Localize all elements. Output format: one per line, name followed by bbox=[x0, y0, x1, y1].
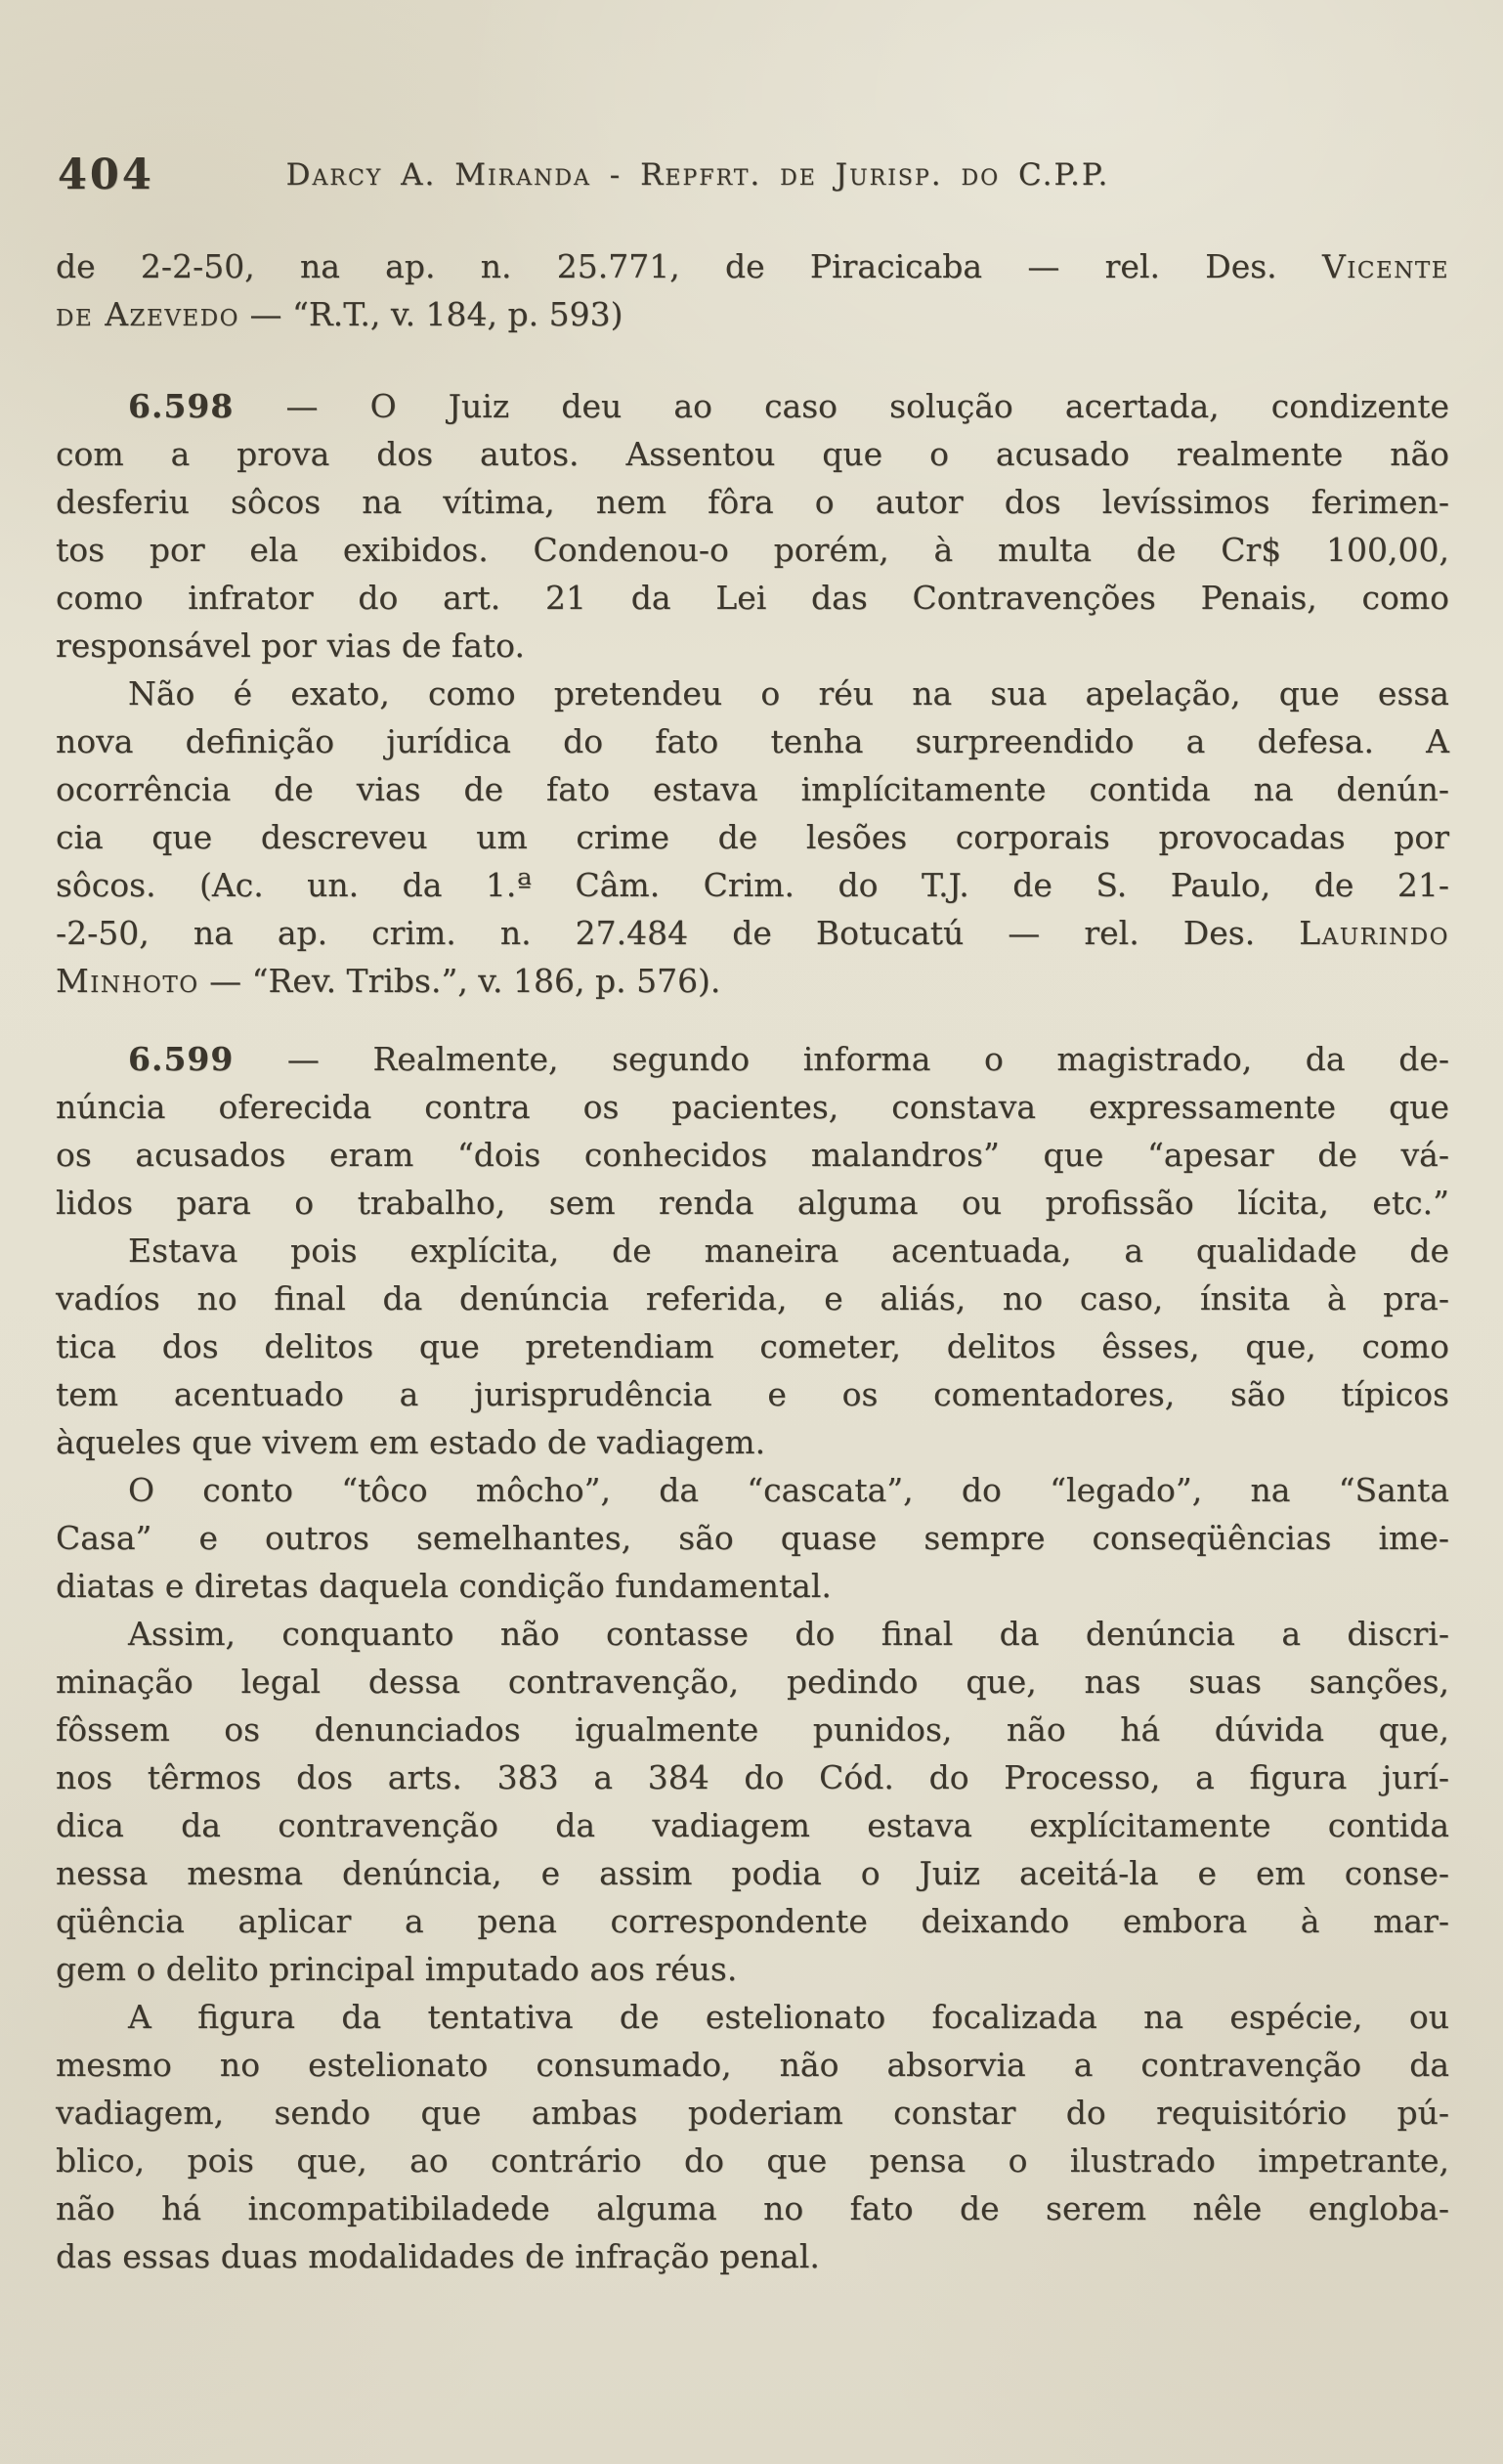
text-line: fôssem os denunciados igualmente punidos, não há dúvida que, bbox=[56, 1710, 1449, 1749]
text-line: diatas e diretas daquela condição fundamental. bbox=[56, 1567, 832, 1605]
text-segment: — O Juiz deu ao caso solução acertada, condizente bbox=[234, 387, 1449, 425]
text-line bbox=[56, 909, 1449, 957]
text-line: sôcos. (Ac. un. da 1.ª Câm. Crim. do T.J. de S. Paulo, de 21- bbox=[56, 866, 1449, 904]
text-line: responsável por vias de fato. bbox=[56, 627, 525, 665]
text-line: vadiagem, sendo que ambas poderiam constar do requisitório pú- bbox=[56, 2094, 1449, 2132]
paragraph-explicita bbox=[56, 1227, 1449, 1466]
text-line: tem acentuado a jurisprudência e os comentadores, são típicos bbox=[56, 1375, 1449, 1413]
text-line: nova definição jurídica do fato tenha surpreendido a defesa. A bbox=[56, 722, 1449, 760]
judge-name: Minhoto bbox=[56, 962, 199, 1000]
text-line: com a prova dos autos. Assentou que o acusado realmente não bbox=[56, 435, 1449, 473]
text-line: núncia oferecida contra os pacientes, constava expressamente que bbox=[56, 1088, 1449, 1126]
text-line: tica dos delitos que pretendiam cometer, delitos êsses, que, como bbox=[56, 1327, 1449, 1365]
text-segment: — “R.T., v. 184, p. 593) bbox=[239, 295, 623, 333]
text-line: os acusados eram “dois conhecidos malandros” que “apesar de vá- bbox=[56, 1136, 1449, 1174]
text-line: lidos para o trabalho, sem renda alguma ou profissão lícita, etc.” bbox=[56, 1184, 1449, 1222]
entry-6598 bbox=[56, 382, 1449, 670]
paragraph-continuation bbox=[56, 242, 1449, 338]
text-line: não há incompatibiladede alguma no fato de serem nêle engloba- bbox=[56, 2189, 1449, 2227]
text-segment: de 2-2-50, na ap. n. 25.771, de Piracicaba — rel. Des. bbox=[56, 247, 1322, 285]
text-line bbox=[56, 1035, 1449, 1083]
text-line: nessa mesma denúncia, e assim podia o Juiz aceitá-la e em conse- bbox=[56, 1854, 1449, 1892]
text-line: blico, pois que, ao contrário do que pensa o ilustrado impetrante, bbox=[56, 2141, 1449, 2180]
text-line: tos por ela exibidos. Condenou-o porém, à multa de Cr$ 100,00, bbox=[56, 531, 1449, 569]
text-line: gem o delito principal imputado aos réus. bbox=[56, 1950, 738, 1988]
entry-6599 bbox=[56, 1035, 1449, 1227]
text-line: Não é exato, como pretendeu o réu na sua apelação, que essa bbox=[128, 674, 1449, 713]
paragraph-conto bbox=[56, 1466, 1449, 1610]
judge-name: de Azevedo bbox=[56, 295, 240, 333]
text-line: cia que descreveu um crime de lesões corporais provocadas por bbox=[56, 818, 1449, 856]
text-line: desferiu sôcos na vítima, nem fôra o autor dos levíssimos ferimen- bbox=[56, 483, 1449, 521]
text-line bbox=[56, 290, 1449, 338]
text-line: vadíos no final da denúncia referida, e aliás, no caso, ínsita à pra- bbox=[56, 1279, 1449, 1318]
text-line: Assim, conquanto não contasse do final da denúncia a discri- bbox=[128, 1615, 1449, 1653]
text-line bbox=[56, 382, 1449, 430]
running-title: Darcy A. Miranda - Repfrt. de Jurisp. do C.P.P. bbox=[285, 157, 1110, 193]
text-line bbox=[56, 957, 1449, 1005]
judge-name: Laurindo bbox=[1299, 914, 1449, 952]
text-line: A figura da tentativa de estelionato focalizada na espécie, ou bbox=[128, 1998, 1449, 2036]
text-segment: -2-50, na ap. crim. n. 27.484 de Botucatú — rel. Des. bbox=[56, 914, 1300, 952]
text-segment: — Realmente, segundo informa o magistrado, da de- bbox=[234, 1040, 1449, 1078]
text-line: O conto “tôco môcho”, da “cascata”, do “legado”, na “Santa bbox=[128, 1471, 1449, 1509]
paragraph-apelacao bbox=[56, 670, 1449, 1005]
text-line bbox=[56, 242, 1449, 290]
text-line: ocorrência de vias de fato estava implícitamente contida na denún- bbox=[56, 770, 1449, 808]
text-line: minação legal dessa contravenção, pedindo que, nas suas sanções, bbox=[56, 1663, 1449, 1701]
text-line: mesmo no estelionato consumado, não absorvia a contravenção da bbox=[56, 2046, 1449, 2084]
text-line: nos têrmos dos arts. 383 a 384 do Cód. do Processo, a figura jurí- bbox=[56, 1758, 1449, 1796]
text-line: Casa” e outros semelhantes, são quase sempre conseqüências ime- bbox=[56, 1519, 1449, 1557]
paragraph-assim bbox=[56, 1610, 1449, 1993]
entry-number: 6.598 bbox=[128, 387, 235, 425]
page-number: 404 bbox=[58, 151, 154, 199]
text-line: àqueles que vivem em estado de vadiagem. bbox=[56, 1423, 766, 1461]
page-header bbox=[56, 149, 1449, 211]
entry-number: 6.599 bbox=[128, 1040, 235, 1078]
text-line: dica da contravenção da vadiagem estava explícitamente contida bbox=[56, 1806, 1449, 1844]
judge-name: Vicente bbox=[1321, 247, 1449, 285]
text-line: das essas duas modalidades de infração penal. bbox=[56, 2237, 820, 2275]
text-line: qüência aplicar a pena correspondente deixando embora à mar- bbox=[56, 1902, 1449, 1940]
paragraph-tentativa bbox=[56, 1993, 1449, 2280]
text-segment: — “Rev. Tribs.”, v. 186, p. 576). bbox=[198, 962, 721, 1000]
text-line: Estava pois explícita, de maneira acentuada, a qualidade de bbox=[128, 1232, 1449, 1270]
text-block bbox=[56, 242, 1449, 2280]
text-line: como infrator do art. 21 da Lei das Contravenções Penais, como bbox=[56, 579, 1449, 617]
